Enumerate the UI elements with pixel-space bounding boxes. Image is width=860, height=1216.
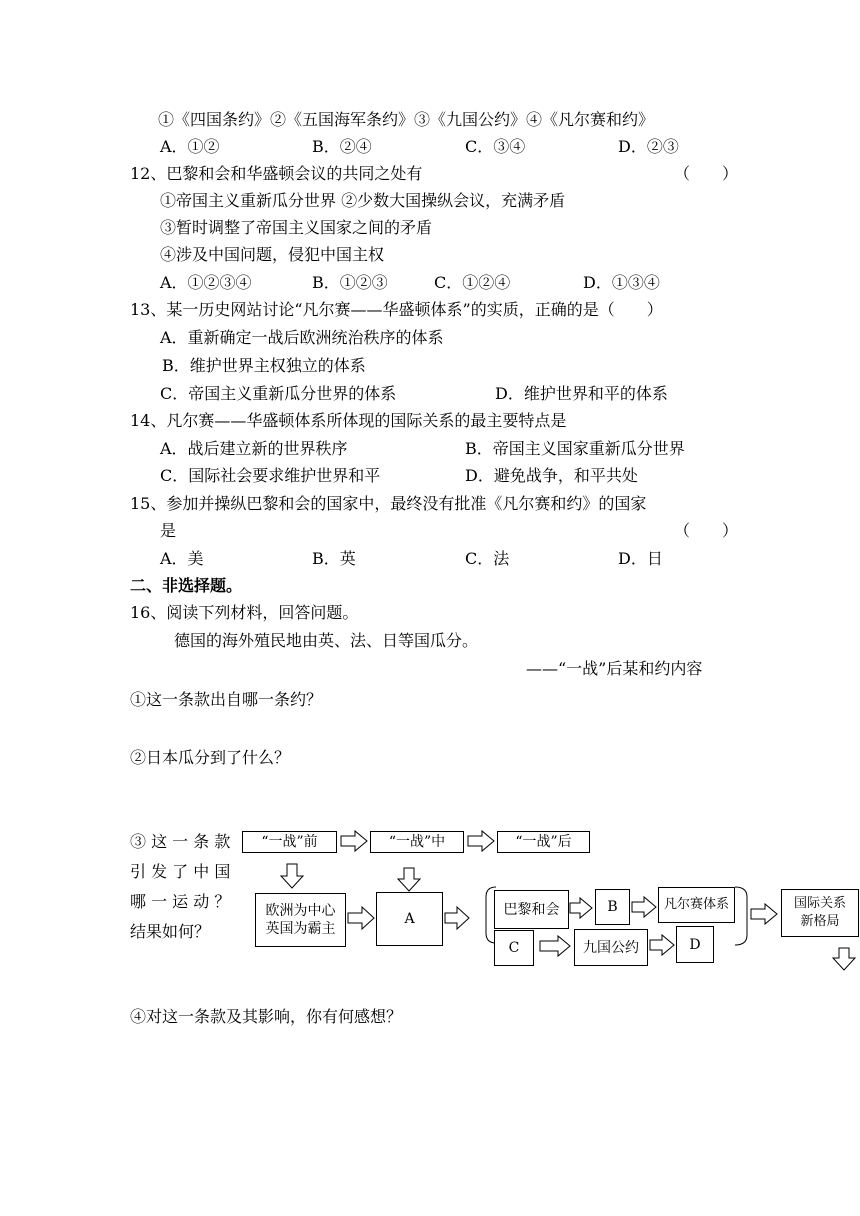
q16-sub-question-3-line-2: 引 发 了 中 国 (130, 862, 231, 881)
box-during-war: “一战”中 (370, 831, 464, 853)
box-versailles-system: 凡尔赛体系 (658, 887, 735, 923)
q11-options-line: ①《四国条约》②《五国海军条约》③《九国公约》④《凡尔赛和约》 (158, 110, 655, 129)
q16-sub-question-1: ①这一条款出自哪一条约？ (130, 690, 323, 709)
q15-answer-d: D．日 (618, 549, 663, 568)
arrow-before-to-during (341, 831, 367, 851)
q12-answer-a: A．①②③④ (160, 273, 252, 292)
q12-answer-paren: （ ） (674, 164, 739, 183)
box-paris-peace-conference: 巴黎和会 (494, 890, 569, 929)
q16-material-source: ——“一战”后某和约内容 (526, 659, 703, 678)
box-c: C (494, 930, 534, 966)
arrow-during-to-after (468, 831, 494, 851)
q14-answer-d: D．避免战争，和平共处 (465, 466, 638, 485)
arrow-c-to-nine-power (540, 936, 570, 956)
box-b: B (595, 889, 630, 925)
q13-stem: 13、某一历史网站讨论“凡尔赛——华盛顿体系”的实质，正确的是（ ） (130, 300, 663, 319)
q14-stem: 14、凡尔赛——华盛顿体系所体现的国际关系的最主要特点是 (130, 411, 567, 430)
q16-sub-question-3-line-4: 结果如何？ (130, 922, 211, 941)
q15-answer-paren: （ ） (674, 521, 739, 540)
q13-answer-d: D．维护世界和平的体系 (495, 384, 668, 403)
box-new-order-line-1: 国际关系 (793, 896, 846, 911)
q12-answer-b: B．①②③ (312, 273, 388, 292)
arrow-b-to-versailles (632, 897, 656, 917)
q16-sub-question-3-line-3: 哪 一 运 动 ？ (130, 892, 231, 911)
box-europe-center-line-2: 英国为霸主 (265, 921, 336, 937)
q12-item-3: ④涉及中国问题，侵犯中国主权 (160, 245, 385, 264)
q12-item-1: ①帝国主义重新瓜分世界 ②少数大国操纵会议，充满矛盾 (160, 191, 566, 210)
box-europe-center (255, 893, 346, 947)
q11-answer-c: C．③④ (465, 137, 526, 156)
q13-answer-b: B．维护世界主权独立的体系 (162, 356, 366, 375)
arrow-a-to-split (445, 907, 469, 929)
q16-sub-question-3-line-1: ③ 这 一 条 款 (130, 832, 231, 851)
box-new-order-line-2: 新格局 (800, 914, 840, 929)
q16-sub-question-2: ②日本瓜分到了什么？ (130, 748, 291, 767)
right-brace (735, 887, 747, 945)
q16-stem: 16、阅读下列材料，回答问题。 (130, 603, 359, 622)
q15-stem: 15、参加并操纵巴黎和会的国家中，最终没有批准《凡尔赛和约》的国家 (130, 494, 647, 513)
box-nine-power-treaty: 九国公约 (574, 929, 648, 966)
q13-answer-c: C．帝国主义重新瓜分世界的体系 (160, 384, 397, 403)
arrow-new-order-down (833, 948, 855, 970)
box-a: A (376, 892, 443, 946)
box-after-war: “一战”后 (497, 831, 590, 853)
q15-answer-b: B．英 (312, 549, 356, 568)
q12-item-2: ③暂时调整了帝国主义国家之间的矛盾 (160, 218, 433, 237)
section-2-heading: 二、非选择题。 (130, 576, 243, 595)
q14-answer-b: B．帝国主义国家重新瓜分世界 (465, 439, 685, 458)
q11-answer-a: A．①② (160, 137, 220, 156)
arrow-before-down (281, 864, 303, 888)
box-europe-center-line-1: 欧洲为中心 (265, 903, 336, 919)
q13-answer-a: A．重新确定一战后欧洲统治秩序的体系 (160, 328, 444, 347)
q11-answer-d: D．②③ (618, 137, 679, 156)
arrow-nine-power-to-d (650, 935, 674, 955)
box-d: D (676, 926, 714, 963)
arrow-europe-to-a (348, 907, 374, 929)
arrow-to-new-order (751, 904, 777, 924)
q12-stem: 12、巴黎和会和华盛顿会议的共同之处有 (130, 164, 423, 183)
q14-answer-c: C．国际社会要求维护世界和平 (160, 466, 381, 485)
q12-answer-d: D．①③④ (583, 273, 660, 292)
q15-answer-c: C．法 (465, 549, 510, 568)
q16-material: 德国的海外殖民地由英、法、日等国瓜分。 (174, 631, 479, 650)
q15-answer-a: A．美 (160, 549, 204, 568)
q11-answer-b: B．②④ (312, 137, 372, 156)
q16-sub-question-4: ④对这一条款及其影响，你有何感想？ (130, 1007, 403, 1026)
q15-stem-continued: 是 (160, 521, 177, 540)
arrow-during-down (398, 868, 420, 891)
q12-answer-c: C．①②④ (434, 273, 511, 292)
box-new-international-order (781, 889, 859, 937)
q14-answer-a: A．战后建立新的世界秩序 (160, 439, 348, 458)
arrow-paris-to-b (570, 898, 592, 918)
box-before-war: “一战”前 (242, 831, 337, 853)
